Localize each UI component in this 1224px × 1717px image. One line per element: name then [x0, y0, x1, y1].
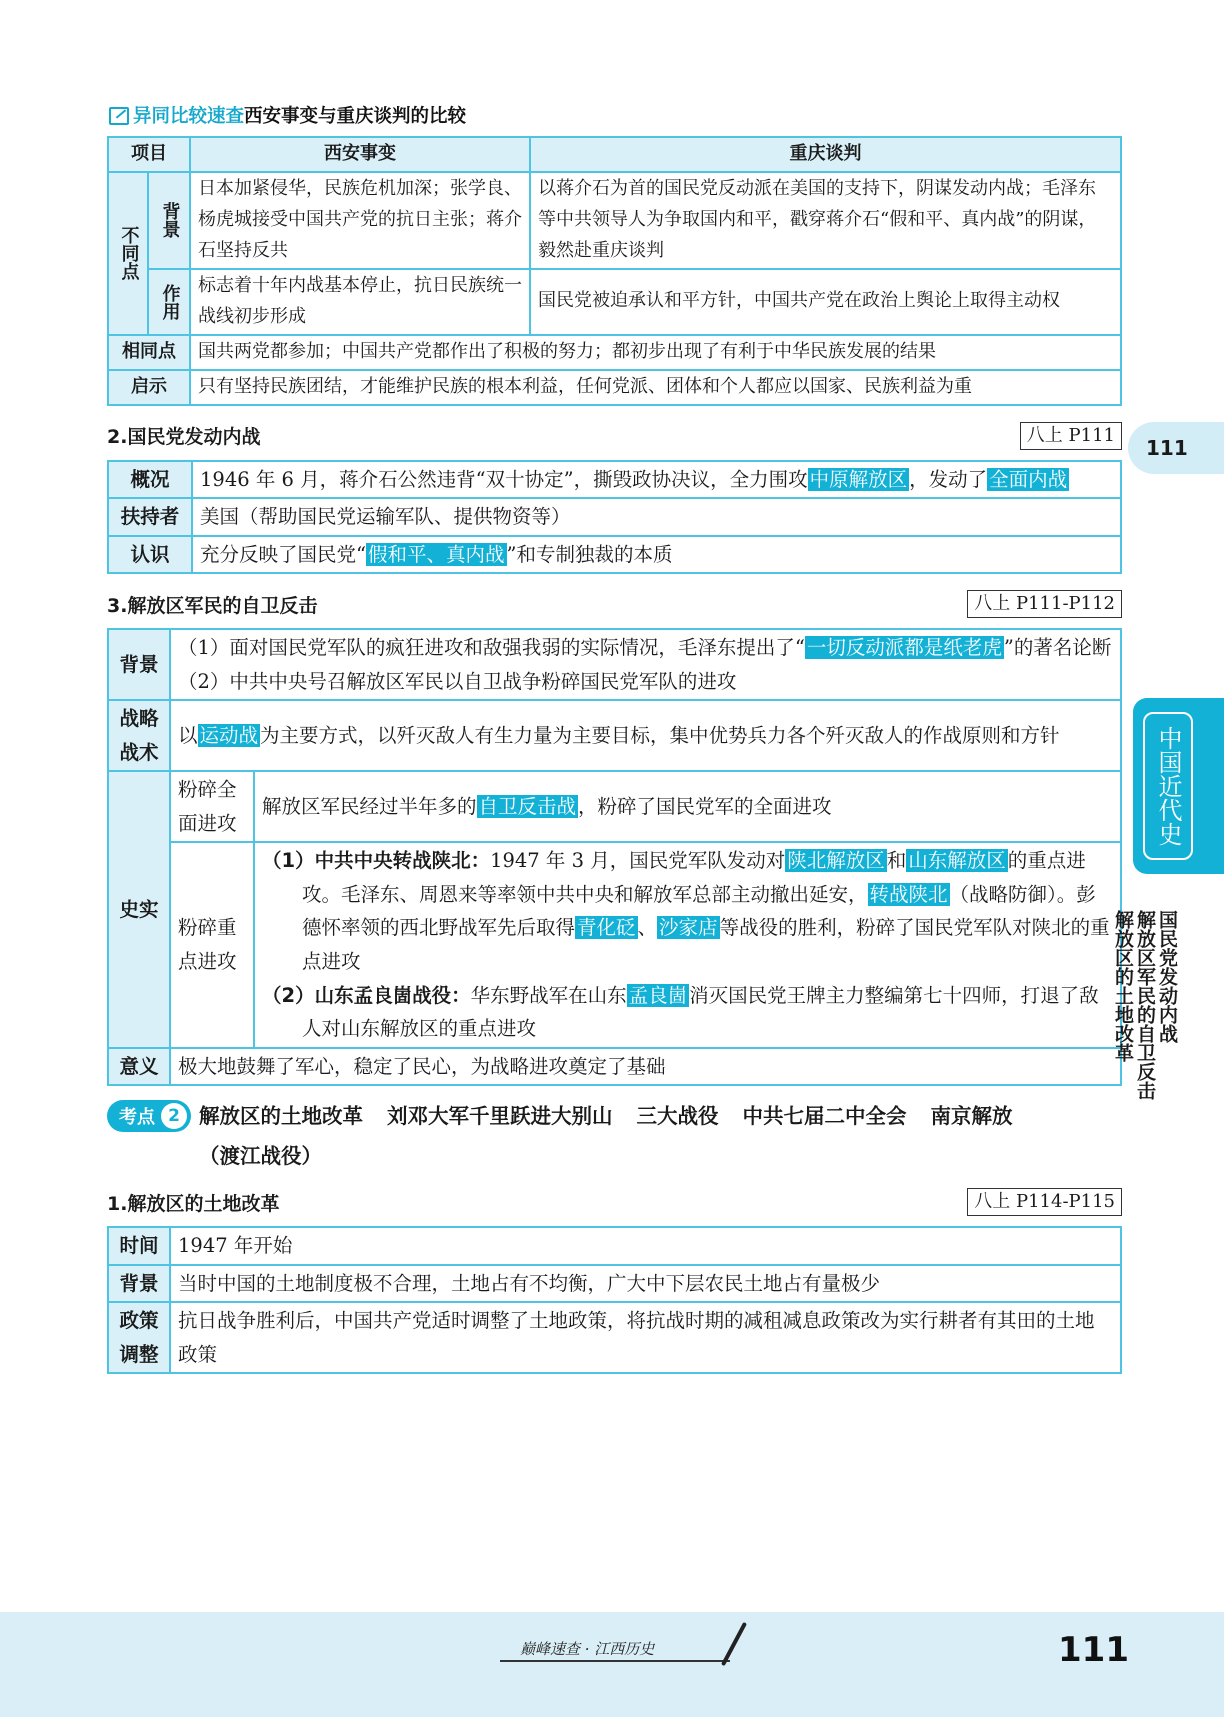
zd-label: 粉碎重点进攻 — [170, 842, 254, 1047]
hl-ziwei: 自卫反击战 — [478, 795, 577, 819]
hl-zhongyuan: 中原解放区 — [809, 467, 908, 491]
sec4-header — [107, 1186, 1122, 1218]
side-page-number: 111 — [1128, 422, 1224, 474]
col-chongqing: 重庆谈判 — [530, 137, 1121, 172]
butong-label: 不同点 — [108, 172, 148, 335]
col-item: 项目 — [108, 137, 190, 172]
ss-label: 史实 — [108, 771, 170, 1047]
compare-subtitle: 西安事变与重庆谈判的比较 — [244, 106, 467, 127]
zd-text — [254, 842, 1121, 1047]
yy-label: 意义 — [108, 1048, 170, 1086]
footer — [0, 1612, 1224, 1717]
footer-line — [500, 1660, 730, 1662]
bj-item-2: （2）中共中央号召解放区军民以自卫战争粉碎国民党军队的进攻 — [178, 669, 737, 693]
side-tab — [1133, 698, 1224, 874]
compare-header — [107, 100, 1122, 130]
tg-bj-text: 当时中国的土地制度极不合理，土地占有不均衡，广大中下层农民土地占有量极少 — [170, 1265, 1121, 1303]
hl-yundongzhan: 运动战 — [199, 724, 259, 748]
zd-item-2: （2）山东孟良崮战役：华东野战军在山东 孟良崮 消灭国民党王牌主力整编第七十四师，打退了敌人对山东解放区的重点进攻 — [262, 983, 1099, 1041]
gk-text: 1946 年 6 月，蒋介石公然违背“双十协定”，撕毁政协决议，全力围攻 中原解放区 ，发动了 全面内战 — [192, 461, 1121, 499]
hl-shanbei: 陕北解放区 — [787, 849, 885, 873]
rs-label: 认识 — [108, 536, 192, 574]
sec3-header — [107, 588, 1122, 620]
footer-page-number: 111 — [1058, 1630, 1129, 1670]
sec4-title: 1.解放区的土地改革 — [107, 1192, 280, 1215]
bj-text — [170, 629, 1121, 700]
zc-text: 抗日战争胜利后，中国共产党适时调整了土地政策，将抗战时期的减租减息政策改为实行耕者有其田的土地政策 — [170, 1302, 1121, 1373]
col-xian: 西安事变 — [190, 137, 530, 172]
side-topic-2: 解放区军民的自卫反击 — [1134, 910, 1156, 1100]
hl-shajiadian: 沙家店 — [659, 916, 718, 940]
qishi-label: 启示 — [108, 370, 190, 405]
side-topic-3: 解放区的土地改革 — [1112, 910, 1134, 1062]
page-content — [107, 100, 1122, 1374]
side-tab-label: 中国近代史 — [1143, 712, 1193, 860]
zd-item-1: （1）中共中央转战陕北：1947 年 3 月，国民党军队发动对 陕北解放区 和 山东解放区 的重点进攻。毛泽东、周恩来等率领中共中央和解放军总部主动撤出延安， 转战陕北 （战略防御）。彭德怀率领的西北野战军先后取得 青化砭 、 沙家店 等战役的胜利，粉碎了国民党军队对陕北的重点进攻 — [262, 849, 1110, 973]
zy-chongqing: 国民党被迫承认和平方针，中国共产党在政治上舆论上取得主动权 — [530, 269, 1121, 335]
bg-chongqing: 以蒋介石为首的国民党反动派在美国的支持下，阴谋发动内战；毛泽东等中共领导人为争取国内和平，戳穿蒋介石“假和平、真内战”的阴谋，毅然赴重庆谈判 — [530, 172, 1121, 269]
hl-zhuanzhan: 转战陕北 — [869, 882, 948, 906]
zl-label: 战略战术 — [108, 700, 170, 771]
sec3-table — [107, 628, 1122, 1086]
fcz-text: 美国（帮助国民党运输军队、提供物资等） — [192, 498, 1121, 536]
bj-label: 背景 — [108, 629, 170, 700]
hl-shandong: 山东解放区 — [908, 849, 1006, 873]
hl-qinghuabian: 青化砭 — [577, 916, 636, 940]
kaodian-badge: 考点 2 — [107, 1100, 191, 1132]
sec4-table — [107, 1226, 1122, 1374]
zy-xian: 标志着十年内战基本停止，抗日民族统一战线初步形成 — [190, 269, 530, 335]
bj-item-1: （1）面对国民党军队的疯狂进攻和敌强我弱的实际情况，毛泽东提出了“ 一切反动派都是纸老虎 ”的著名论断 — [178, 636, 1112, 660]
gk-label: 概况 — [108, 461, 192, 499]
hl-zhilaohu: 一切反动派都是纸老虎 — [806, 636, 1002, 660]
tg-bj-label: 背景 — [108, 1265, 170, 1303]
sec2-ref: 八上 P111 — [1020, 422, 1122, 450]
fcz-label: 扶持者 — [108, 498, 192, 536]
same-text: 国共两党都参加；中国共产党都作出了积极的努力；都初步出现了有利于中华民族发展的结果 — [190, 335, 1121, 370]
pen-icon — [721, 1622, 747, 1666]
footer-brand: 巅峰速查 · 江西历史 — [520, 1640, 655, 1658]
bg-label: 背景 — [148, 172, 190, 269]
sec3-title: 3.解放区军民的自卫反击 — [107, 594, 318, 617]
qm-text: 解放区军民经过半年多的 自卫反击战 ，粉碎了国民党军的全面进攻 — [254, 771, 1121, 842]
compare-table — [107, 136, 1122, 406]
side-topic-1: 国民党发动内战 — [1156, 910, 1178, 1043]
hl-jiahp: 假和平、真内战 — [367, 542, 505, 566]
kaodian-topics: 解放区的土地改革 刘邓大军千里跃进大别山 三大战役 中共七届二中全会 南京解放（渡江战役） — [199, 1104, 1013, 1169]
pencil-icon — [107, 105, 129, 125]
zy-label: 作用 — [148, 269, 190, 335]
sec2-table — [107, 460, 1122, 575]
sec4-ref: 八上 P114-P115 — [967, 1188, 1122, 1216]
kaodian-header — [107, 1100, 1122, 1176]
side-topics — [1112, 910, 1178, 1114]
hl-menglianggu: 孟良崮 — [628, 983, 688, 1007]
compare-tag: 异同比较速查 — [133, 106, 245, 127]
yy-text: 极大地鼓舞了军心，稳定了民心，为战略进攻奠定了基础 — [170, 1048, 1121, 1086]
sec2-header — [107, 420, 1122, 452]
zc-label: 政策调整 — [108, 1302, 170, 1373]
same-label: 相同点 — [108, 335, 190, 370]
qishi-text: 只有坚持民族团结，才能维护民族的根本利益，任何党派、团体和个人都应以国家、民族利益为重 — [190, 370, 1121, 405]
zl-text: 以 运动战 为主要方式，以歼灭敌人有生力量为主要目标，集中优势兵力各个歼灭敌人的作战原则和方针 — [170, 700, 1121, 771]
sec3-ref: 八上 P111-P112 — [967, 590, 1122, 618]
hl-quanmian: 全面内战 — [989, 467, 1068, 491]
sec2-title: 2.国民党发动内战 — [107, 426, 261, 449]
sj-text: 1947 年开始 — [170, 1227, 1121, 1265]
kaodian-number: 2 — [161, 1103, 187, 1129]
bg-xian: 日本加紧侵华，民族危机加深；张学良、杨虎城接受中国共产党的抗日主张；蒋介石坚持反共 — [190, 172, 530, 269]
rs-text: 充分反映了国民党“ 假和平、真内战 ”和专制独裁的本质 — [192, 536, 1121, 574]
qm-label: 粉碎全面进攻 — [170, 771, 254, 842]
sj-label: 时间 — [108, 1227, 170, 1265]
